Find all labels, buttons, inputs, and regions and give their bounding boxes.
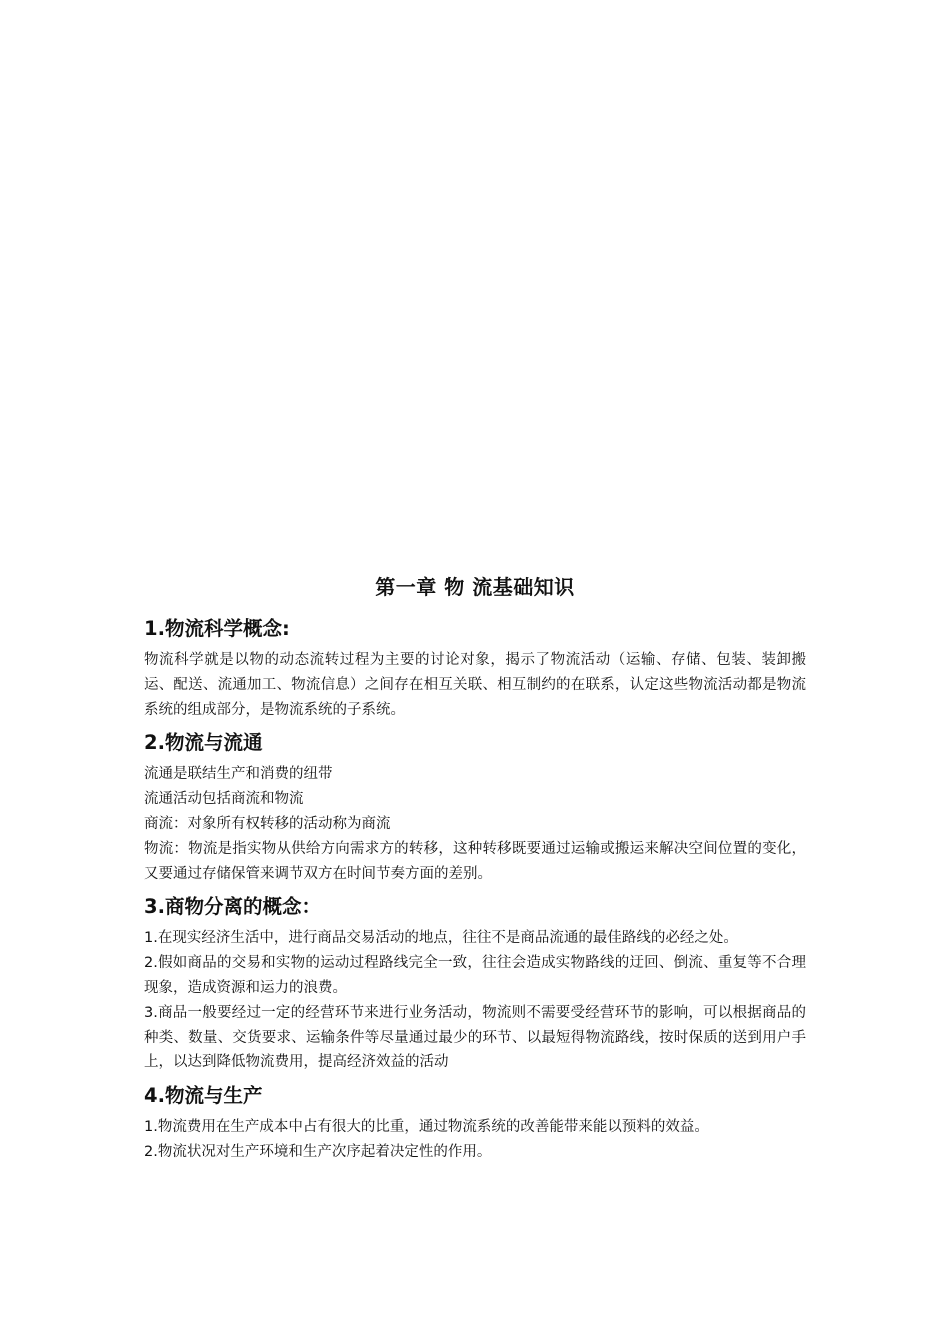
paragraph: 物流科学就是以物的动态流转过程为主要的讨论对象，揭示了物流活动（运输、存储、包装、装卸搬运、配送、流通加工、物流信息）之间存在相互关联、相互制约的在联系，认定这些物流活动都是物流系统的组成部分，是物流系统的子系统。 (144, 652, 806, 718)
section-body (144, 648, 806, 722)
section-heading: 1.物流科学概念: (144, 617, 290, 640)
section-heading: 4.物流与生产 (144, 1084, 263, 1108)
section-heading: 2.物流与流通 (144, 731, 263, 755)
section-2 (144, 728, 806, 886)
document-content (144, 572, 806, 1171)
paragraph: 流通活动包括商流和物流 (144, 791, 304, 808)
section-4 (144, 1081, 806, 1165)
paragraph: 3.商品一般要经过一定的经营环节来进行业务活动，物流则不需要受经营环节的影响，可以根据商品的种类、数量、交货要求、运输条件等尽量通过最少的环节、以最短得物流路线，按时保质的送到用户手上，以达到降低物流费用，提高经济效益的活动 (144, 1004, 806, 1071)
paragraph: 2.物流状况对生产环境和生产次序起着决定性的作用。 (144, 1143, 492, 1160)
paragraph: 商流：对象所有权转移的活动称为商流 (144, 815, 391, 832)
section-body (144, 762, 806, 886)
chapter-title: 第一章 物 流基础知识 (375, 575, 575, 599)
paragraph: 1.物流费用在生产成本中占有很大的比重，通过物流系统的改善能带来能以预料的效益。 (144, 1119, 709, 1136)
section-body (144, 1115, 806, 1165)
section-3 (144, 892, 806, 1075)
section-heading: 3.商物分离的概念： (144, 895, 321, 919)
section-1 (144, 614, 806, 722)
section-body (144, 926, 806, 1075)
paragraph: 流通是联结生产和消费的纽带 (144, 766, 333, 783)
paragraph: 2.假如商品的交易和实物的运动过程路线完全一致，往往会造成实物路线的迂回、倒流、重复等不合理现象，造成资源和运力的浪费。 (144, 955, 806, 996)
paragraph: 1.在现实经济生活中，进行商品交易活动的地点，往往不是商品流通的最佳路线的必经之处。 (144, 930, 738, 947)
paragraph: 物流：物流是指实物从供给方向需求方的转移，这种转移既要通过运输或搬运来解决空间位置的变化，又要通过存储保管来调节双方在时间节奏方面的差别。 (144, 840, 806, 882)
